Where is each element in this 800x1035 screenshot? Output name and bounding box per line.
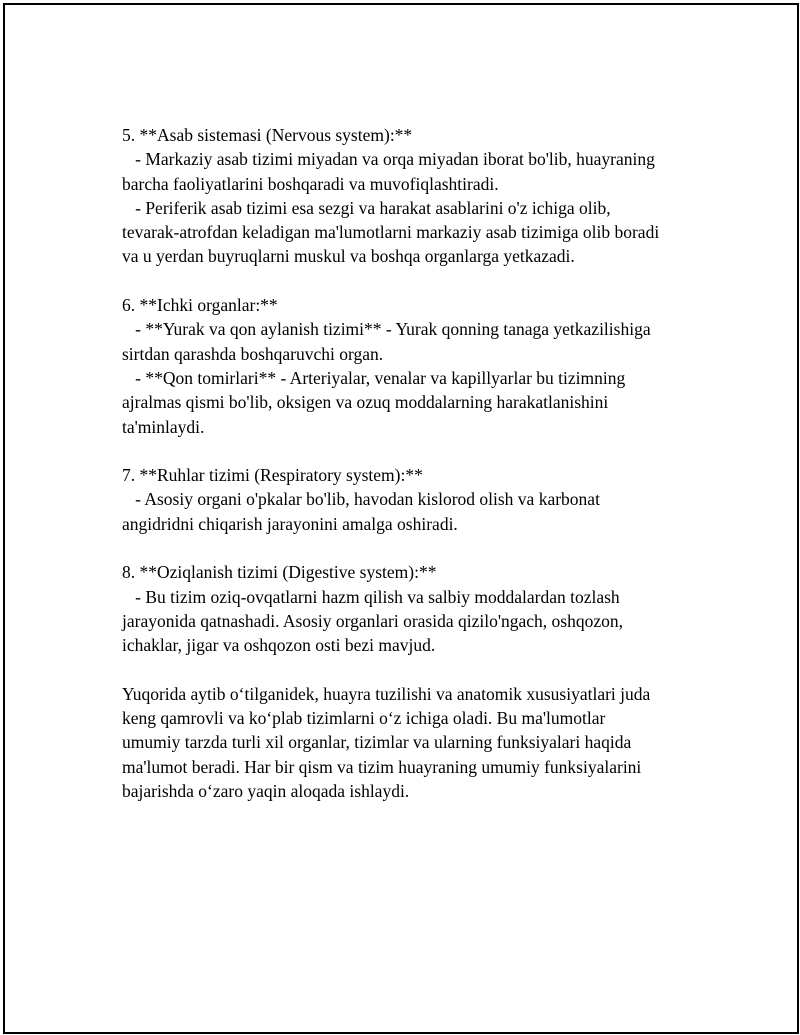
summary-paragraph	[122, 682, 702, 803]
text-line: - Markaziy asab tizimi miyadan va orqa miyadan iborat bo'lib, huayraning	[122, 149, 655, 170]
text-line: 8. **Oziqlanish tizimi (Digestive system):**	[122, 562, 437, 583]
text-line: - Asosiy organi o'pkalar bo'lib, havodan kislorod olish va karbonat	[122, 489, 600, 510]
text-line: ajralmas qismi bo'lib, oksigen va ozuq moddalarning harakatlanishini	[122, 392, 609, 413]
document-body	[122, 123, 702, 828]
text-line: - **Qon tomirlari** - Arteriyalar, venalar va kapillyarlar bu tizimning	[122, 367, 626, 388]
text-line: 7. **Ruhlar tizimi (Respiratory system):**	[122, 465, 423, 486]
text-line: angidridni chiqarish jarayonini amalga oshiradi.	[122, 513, 458, 534]
text-line: sirtdan qarashda boshqaruvchi organ.	[122, 343, 384, 364]
text-line: va u yerdan buyruqlarni muskul va boshqa organlarga yetkazadi.	[122, 246, 575, 267]
text-line: jarayonida qatnashadi. Asosiy organlari orasida qizilo'ngach, oshqozon,	[122, 610, 623, 631]
text-line: 6. **Ichki organlar:**	[122, 295, 278, 316]
text-line: keng qamrovli va ko‘plab tizimlarni o‘z ichiga oladi. Bu ma'lumotlar	[122, 708, 606, 729]
text-line: ta'minlaydi.	[122, 416, 205, 437]
text-line: umumiy tarzda turli xil organlar, tizimlar va ularning funksiyalari haqida	[122, 732, 632, 753]
text-line: - Periferik asab tizimi esa sezgi va harakat asablarini o'z ichiga olib,	[122, 197, 611, 218]
section-internal-organs	[122, 293, 702, 439]
text-line: tevarak-atrofdan keladigan ma'lumotlarni markaziy asab tizimiga olib boradi	[122, 222, 660, 243]
text-line: ichaklar, jigar va oshqozon osti bezi mavjud.	[122, 635, 436, 656]
text-line: 5. **Asab sistemasi (Nervous system):**	[122, 125, 413, 145]
text-line: Yuqorida aytib o‘tilganidek, huayra tuzilishi va anatomik xususiyatlari juda	[122, 683, 651, 704]
section-respiratory-system	[122, 463, 702, 536]
text-line: - **Yurak va qon aylanish tizimi** - Yurak qonning tanaga yetkazilishiga	[122, 319, 651, 340]
text-line: ma'lumot beradi. Har bir qism va tizim huayraning umumiy funksiyalarini	[122, 756, 642, 777]
text-line: barcha faoliyatlarini boshqaradi va muvofiqlashtiradi.	[122, 173, 499, 194]
text-line: - Bu tizim oziq-ovqatlarni hazm qilish va salbiy moddalardan tozlash	[122, 586, 620, 607]
text-line: bajarishda o‘zaro yaqin aloqada ishlaydi.	[122, 781, 410, 802]
section-nervous-system	[122, 123, 702, 269]
page-frame	[3, 3, 799, 1034]
section-digestive-system	[122, 560, 702, 657]
